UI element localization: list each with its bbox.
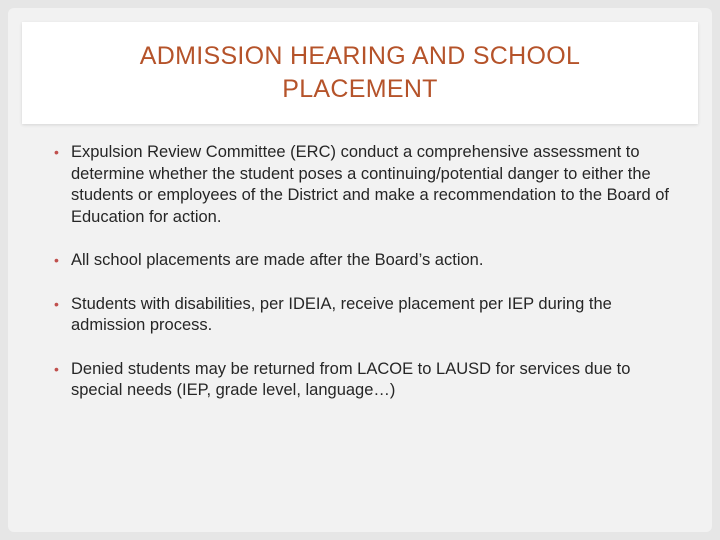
bullet-text: Expulsion Review Committee (ERC) conduct a comprehensive assessment to determine whether the student poses a continuing/potential danger to either the students or employees of the District and make a recommendation to the Board of Education for action. [71, 143, 669, 226]
bullet-item [54, 142, 674, 228]
bullet-dot-icon: • [54, 360, 59, 377]
bullet-dot-icon: • [54, 295, 59, 312]
bullet-list [54, 142, 674, 424]
bullet-item [54, 250, 674, 272]
bullet-text: Denied students may be returned from LACOE to LAUSD for services due to special needs (IEP, grade level, language…) [71, 359, 631, 399]
bullet-dot-icon: • [54, 252, 59, 268]
bullet-item [54, 294, 674, 337]
bullet-text: All school placements are made after the Board’s action. [71, 251, 484, 269]
bullet-text: Students with disabilities, per IDEIA, receive placement per IEP during the admission process. [71, 294, 612, 334]
slide-title-line-1: ADMISSION HEARING AND SCHOOL [139, 42, 581, 70]
bullet-item [54, 359, 674, 402]
title-box [22, 22, 698, 124]
slide-title-line-2: PLACEMENT [282, 75, 438, 103]
bullet-dot-icon: • [54, 144, 59, 160]
